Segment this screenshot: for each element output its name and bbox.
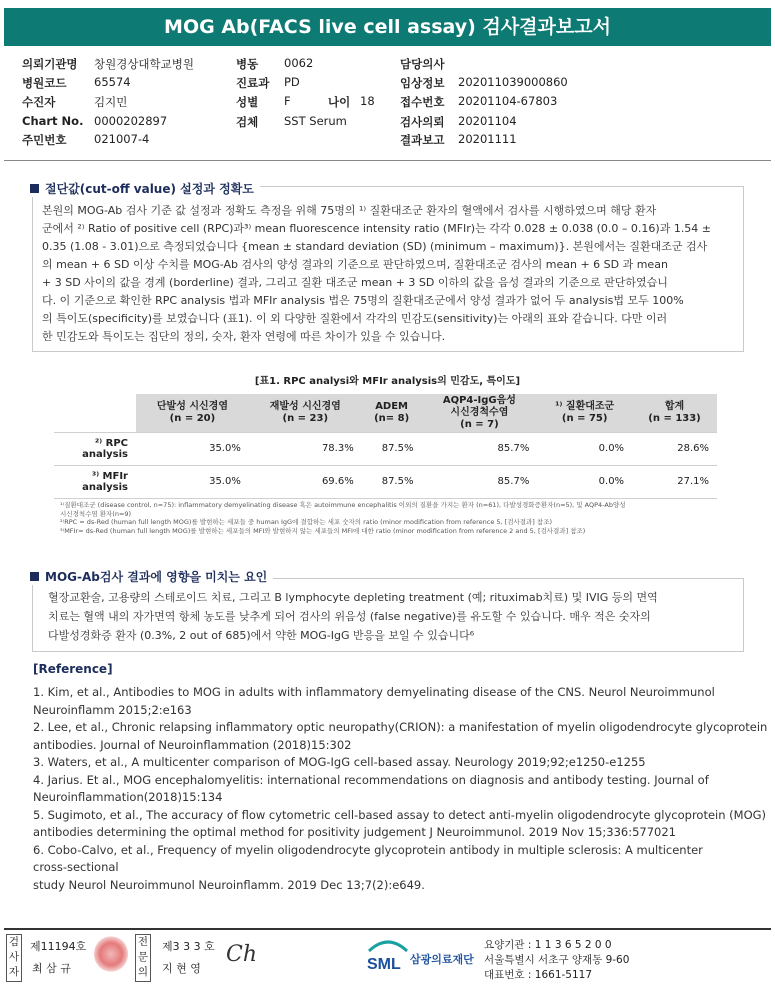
examiner-no: 제11194호 <box>30 940 87 953</box>
result-table <box>54 394 717 499</box>
section1-line: 의 특이도(specificity)를 보였습니다 (표1). 이 외 다양한 질환에서 각각의 민감도(sensitivity)는 아래의 표와 같습니다. 다만 이러 <box>42 312 668 325</box>
footnote-line: 시신경척수염 환자(n=9) <box>60 509 132 518</box>
square-bullet-icon <box>30 184 39 193</box>
ward-value: 0062 <box>284 56 314 70</box>
sex-label: 성별 <box>236 95 259 109</box>
table-cell: 28.6% <box>632 432 717 465</box>
table-header-text: ADEM <box>375 400 409 412</box>
reference-line: 3. Waters, et al., A multicenter comparison of MOG-IgG cell-based assay. Neurology 2019;92;e1250-e1255 <box>33 755 646 769</box>
table-header-cell <box>632 394 717 432</box>
examiner-name: 최 삼 규 <box>32 962 71 975</box>
report-title: MOG Ab(FACS live cell assay) 검사결과보고서 <box>4 8 771 46</box>
reference-line: antibodies. Journal of Neuroinflammation (2018)15:302 <box>33 737 352 752</box>
table-cell: 85.7% <box>421 465 537 498</box>
table-cell: 69.6% <box>249 465 362 498</box>
sml-logo-icon <box>365 937 411 973</box>
receipt-value: 20201104-67803 <box>458 94 558 108</box>
org-info <box>484 938 629 983</box>
section1-line: 의 mean + 6 SD 이상 수치를 MOG-Ab 검사의 양성 결과의 기준으로 판단하였으며, 질환대조군 검사의 mean + 6 SD 과 mean <box>42 258 668 271</box>
report-label: 결과보고 <box>400 133 445 147</box>
table-cell: 87.5% <box>362 465 422 498</box>
table-header-text: (n= 8) <box>374 412 410 424</box>
reference-line: 4. Jarius. Et al., MOG encephalomyelitis: international recommendations on diagnosis and antibody testing. Journal of <box>33 772 709 787</box>
table-cell: 87.5% <box>362 432 422 465</box>
reference-line: antibodies determining the optimal method for positivity judgement J Neuroimmunol. 2019 Nov 15;336:577021 <box>33 825 676 839</box>
rrn-value: 021007-4 <box>94 132 150 146</box>
hospital-value: 창원경상대학교병원 <box>94 57 194 71</box>
table-header-cell <box>362 394 422 432</box>
reference-line: cross-sectional <box>33 860 119 874</box>
table-header-cell <box>249 394 362 432</box>
footnote-line: ²⁾RPC = ds-Red (human full length MOG)를 발현하는 세포들 중 human IgG에 결합하는 세포 숫자의 ratio (minor modification from reference 5, [검사결과] 참조) <box>60 518 553 526</box>
table-cell: 0.0% <box>537 432 632 465</box>
reference-title: [Reference] <box>33 662 113 676</box>
clinical-label: 임상정보 <box>400 76 445 90</box>
logo-abbr: SML <box>367 956 401 973</box>
table-header-text: AQP4-IgG음성 <box>442 394 516 406</box>
footnote-line: ¹⁾질환대조군 (disease control, n=75): inflammatory demyelinating disease 혹은 autoimmune encephalitis 이외의 질환을 가지는 환자 (n=61), 다발성경화증환자(n=5), 및 AQP4-Ab양성 <box>60 501 626 509</box>
table-cell: 0.0% <box>537 465 632 498</box>
square-bullet-icon <box>30 572 39 581</box>
examiner-label: 검 사 자 <box>6 934 22 982</box>
org-line-2: 서울특별시 서초구 양재동 9-60 <box>484 954 630 966</box>
table-header-cell <box>421 394 537 432</box>
ward-label: 병동 <box>236 57 259 71</box>
table-header-text: (n = 7) <box>460 418 499 430</box>
seal-stamp <box>94 936 128 972</box>
section1-line: 한 민감도와 특이도는 집단의 정의, 숫자, 환자 연령에 따른 차이가 있을 수 있습니다. <box>42 330 446 343</box>
org-line-3: 대표번호 : 1661-5117 <box>484 969 593 981</box>
age-label: 나이 <box>328 95 351 109</box>
footnotes <box>60 501 720 535</box>
logo-name: 삼광의료재단 <box>410 953 474 966</box>
reference-line: study Neurol Neuroimmunol Neuroinflamm. 2019 Dec 13;7(2):e649. <box>33 877 425 892</box>
request-value: 20201104 <box>458 114 517 128</box>
table-header-cell <box>136 394 249 432</box>
info-divider <box>4 160 771 161</box>
clinical-value: 202011039000860 <box>458 75 568 89</box>
receipt-label: 접수번호 <box>400 95 445 109</box>
section2-line: 치료는 혈액 내의 자가면역 항체 농도를 낮추게 되어 검사의 위음성 (false negative)를 유도할 수 있습니다. 매우 적은 숫자의 <box>48 610 651 623</box>
table-header-text: ¹⁾ 질환대조군 <box>555 400 615 412</box>
table-header-row <box>54 394 717 432</box>
section1-line: + 3 SD 사이의 값을 경계 (borderline) 결과, 그리고 질환 대조군 mean + 3 SD 이하의 값을 음성 결과의 기준으로 판단하였습니 <box>42 276 668 289</box>
table-cell: 35.0% <box>136 465 249 498</box>
dept-value: PD <box>284 75 300 89</box>
chart-label: Chart No. <box>22 114 84 128</box>
section1-heading-text: 절단값(cut-off value) 설정과 정확도 <box>45 182 254 196</box>
table-header-text: 재발성 시신경염 <box>269 400 341 412</box>
table-header-text: (n = 20) <box>169 412 216 424</box>
reference-line: 1. Kim, et al., Antibodies to MOG in adults with inflammatory demyelinating disease of the CNS. Neurol Neuroimmunol <box>33 685 715 699</box>
section1-line: 0.35 (1.08 - 3.01)으로 측정되었습니다 {mean ± standard deviation (SD) (minimum – maximum)}. 본원에서는 질환대조군 검사 <box>42 240 708 253</box>
section1-line: 군에서 ²⁾ Ratio of positive cell (RPC)과³⁾ mean fluorescence intensity ratio (MFIr)는 각각 0.028 ± 0.038 (0.0 – 0.16)과 1.54 ± <box>42 222 712 235</box>
code-label: 병원코드 <box>22 76 67 90</box>
table-header-text: 합계 <box>664 400 685 412</box>
chart-value: 0000202897 <box>94 114 168 128</box>
patient-value: 김지민 <box>94 95 128 109</box>
section1-line: 다. 이 기준으로 확인한 RPC analysis 법과 MFIr analysis 법은 75명의 질환대조군에서 양성 결과가 없어 두 analysis법 모두 100% <box>42 294 684 307</box>
footer-divider <box>4 928 771 930</box>
table-body <box>54 432 717 498</box>
table-cell: 78.3% <box>249 432 362 465</box>
section2-heading <box>30 568 273 585</box>
sex-value: F <box>284 94 291 108</box>
dept-label: 진료과 <box>236 76 270 90</box>
section2-line: 다발성경화증 환자 (0.3%, 2 out of 685)에서 약한 MOG-IgG 반응을 보일 수 있습니다⁶ <box>48 629 475 642</box>
footnote-line: ³⁾MFIr= ds-Red (human full length MOG)를 발현하는 세포들의 MFI와 발현하지 않는 세포들의 MFI에 대한 ratio (minor modification from reference 2 and 5, [검사결과] 참조) <box>60 526 586 535</box>
section2-text <box>48 588 738 645</box>
request-label: 검사의뢰 <box>400 115 445 129</box>
table-header-cell <box>537 394 632 432</box>
report-value: 20201111 <box>458 132 517 146</box>
section2-heading-text: MOG-Ab검사 결과에 영향을 미치는 요인 <box>45 570 268 584</box>
org-line-1: 요양기관 : 1 1 3 6 5 2 0 0 <box>484 939 612 951</box>
row-label: ³⁾ MFIr analysis <box>54 465 136 498</box>
section2-line: 혈장교환술, 고용량의 스테로이드 치료, 그리고 B lymphocyte depleting treatment (예; rituximab치료) 및 IVIG 등의 면역 <box>48 591 658 604</box>
table-corner <box>54 394 136 432</box>
specialist-no: 제3 3 3 호 <box>162 940 215 953</box>
table-title: [표1. RPC analysi와 MFIr analysis의 민감도, 특이도] <box>254 376 521 387</box>
table-header-text: (n = 75) <box>561 412 608 424</box>
signature: Ch <box>226 942 258 967</box>
table-cell: 35.0% <box>136 432 249 465</box>
reference-line: 2. Lee, et al., Chronic relapsing inflammatory optic neuropathy(CRION): a manifestation of myelin oligodendrocyte glycoprotein <box>33 720 768 734</box>
section1-heading <box>30 180 260 197</box>
code-value: 65574 <box>94 75 131 89</box>
specimen-value: SST Serum <box>284 114 347 128</box>
specimen-label: 검체 <box>236 115 259 129</box>
section1-text <box>42 202 738 346</box>
specialist-name: 지 현 영 <box>162 962 201 975</box>
reference-line: Neuroinflamm 2015;2:e163 <box>33 702 192 717</box>
table-row <box>54 432 717 465</box>
table-header-text: (n = 23) <box>282 412 329 424</box>
reference-line: 5. Sugimoto, et al., The accuracy of flow cytometric cell-based assay to detect anti-myelin oligodendrocyte glycoprotein (MOG) <box>33 807 767 822</box>
table-header-text: 시신경척수염 <box>450 406 509 418</box>
specialist-label: 전 문 의 <box>135 934 151 982</box>
row-label: ²⁾ RPC analysis <box>54 432 136 465</box>
rrn-label: 주민번호 <box>22 133 67 147</box>
reference-list <box>33 684 768 894</box>
section1-line: 본원의 MOG-Ab 검사 기준 값 설정과 정확도 측정을 위해 75명의 ¹⁾ 질환대조군 환자의 혈액에서 검사를 시행하였으며 해당 환자 <box>42 204 657 217</box>
table-header-text: (n = 133) <box>648 412 701 424</box>
table-cell: 27.1% <box>632 465 717 498</box>
reference-line: Neuroinflammation(2018)15:134 <box>33 790 223 804</box>
table-row <box>54 465 717 498</box>
age-value: 18 <box>360 94 375 108</box>
reference-line: 6. Cobo-Calvo, et al., Frequency of myelin oligodendrocyte glycoprotein antibody in multiple sclerosis: A multicenter <box>33 842 703 857</box>
table-cell: 85.7% <box>421 432 537 465</box>
patient-label: 수진자 <box>22 95 56 109</box>
table-header-text: 단발성 시신경염 <box>156 400 228 412</box>
hospital-label: 의뢰기관명 <box>22 57 78 71</box>
doctor-label: 담당의사 <box>400 57 445 71</box>
